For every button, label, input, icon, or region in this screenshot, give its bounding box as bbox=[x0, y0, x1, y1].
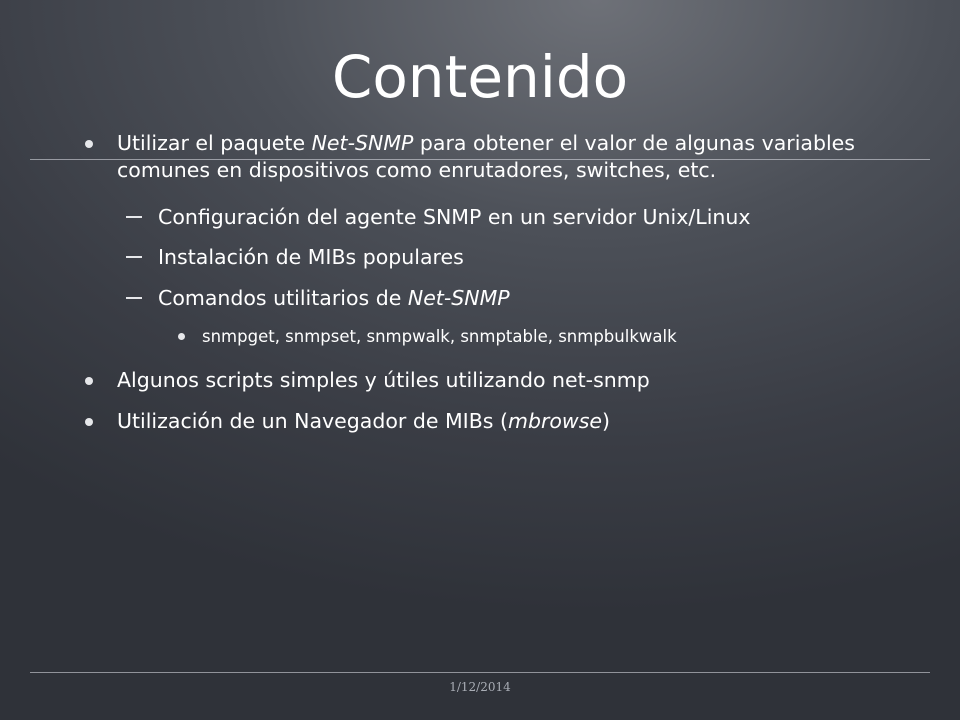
bullet-text: Utilización de un Navegador de MIBs ( bbox=[117, 409, 508, 433]
bullet-text: para obtener el valor de algunas variables comunes en dispositivos como enrutadores, switches, etc. bbox=[117, 131, 855, 182]
sub-sub-bullet-item bbox=[202, 326, 922, 348]
bullet-text-italic: mbrowse bbox=[507, 409, 602, 433]
sub-bullet-item bbox=[158, 285, 928, 312]
bullet-text-italic: Net-SNMP bbox=[311, 131, 414, 155]
bottom-divider bbox=[30, 672, 930, 673]
sub-bullet-item bbox=[158, 244, 928, 271]
dash-marker bbox=[126, 297, 142, 299]
bullet-text: Algunos scripts simples y útiles utilizando net-snmp bbox=[117, 368, 650, 392]
bullet-text: Utilizar el paquete bbox=[117, 131, 312, 155]
bullet-text: ) bbox=[601, 409, 610, 433]
footer-date: 1/12/2014 bbox=[449, 680, 511, 694]
bullet-dot bbox=[85, 140, 93, 148]
sub-bullet-text-italic: Net-SNMP bbox=[407, 286, 510, 310]
sub-bullet-item bbox=[158, 204, 928, 231]
bullet-dot bbox=[85, 418, 93, 426]
bullet-item bbox=[117, 367, 927, 394]
slide-title: Contenido bbox=[331, 43, 629, 111]
dash-marker bbox=[126, 256, 142, 258]
bullet-dot bbox=[85, 377, 93, 385]
sub-bullet-text: Comandos utilitarios de bbox=[158, 286, 408, 310]
sub-sub-bullet-text: snmpget, snmpset, snmpwalk, snmptable, snmpbulkwalk bbox=[202, 327, 677, 346]
dash-marker bbox=[126, 216, 142, 218]
bullet-item bbox=[117, 130, 927, 184]
bullet-dot bbox=[178, 333, 185, 340]
bullet-item bbox=[117, 408, 927, 435]
sub-bullet-text: Configuración del agente SNMP en un servidor Unix/Linux bbox=[158, 205, 751, 229]
sub-bullet-text: Instalación de MIBs populares bbox=[158, 245, 464, 269]
